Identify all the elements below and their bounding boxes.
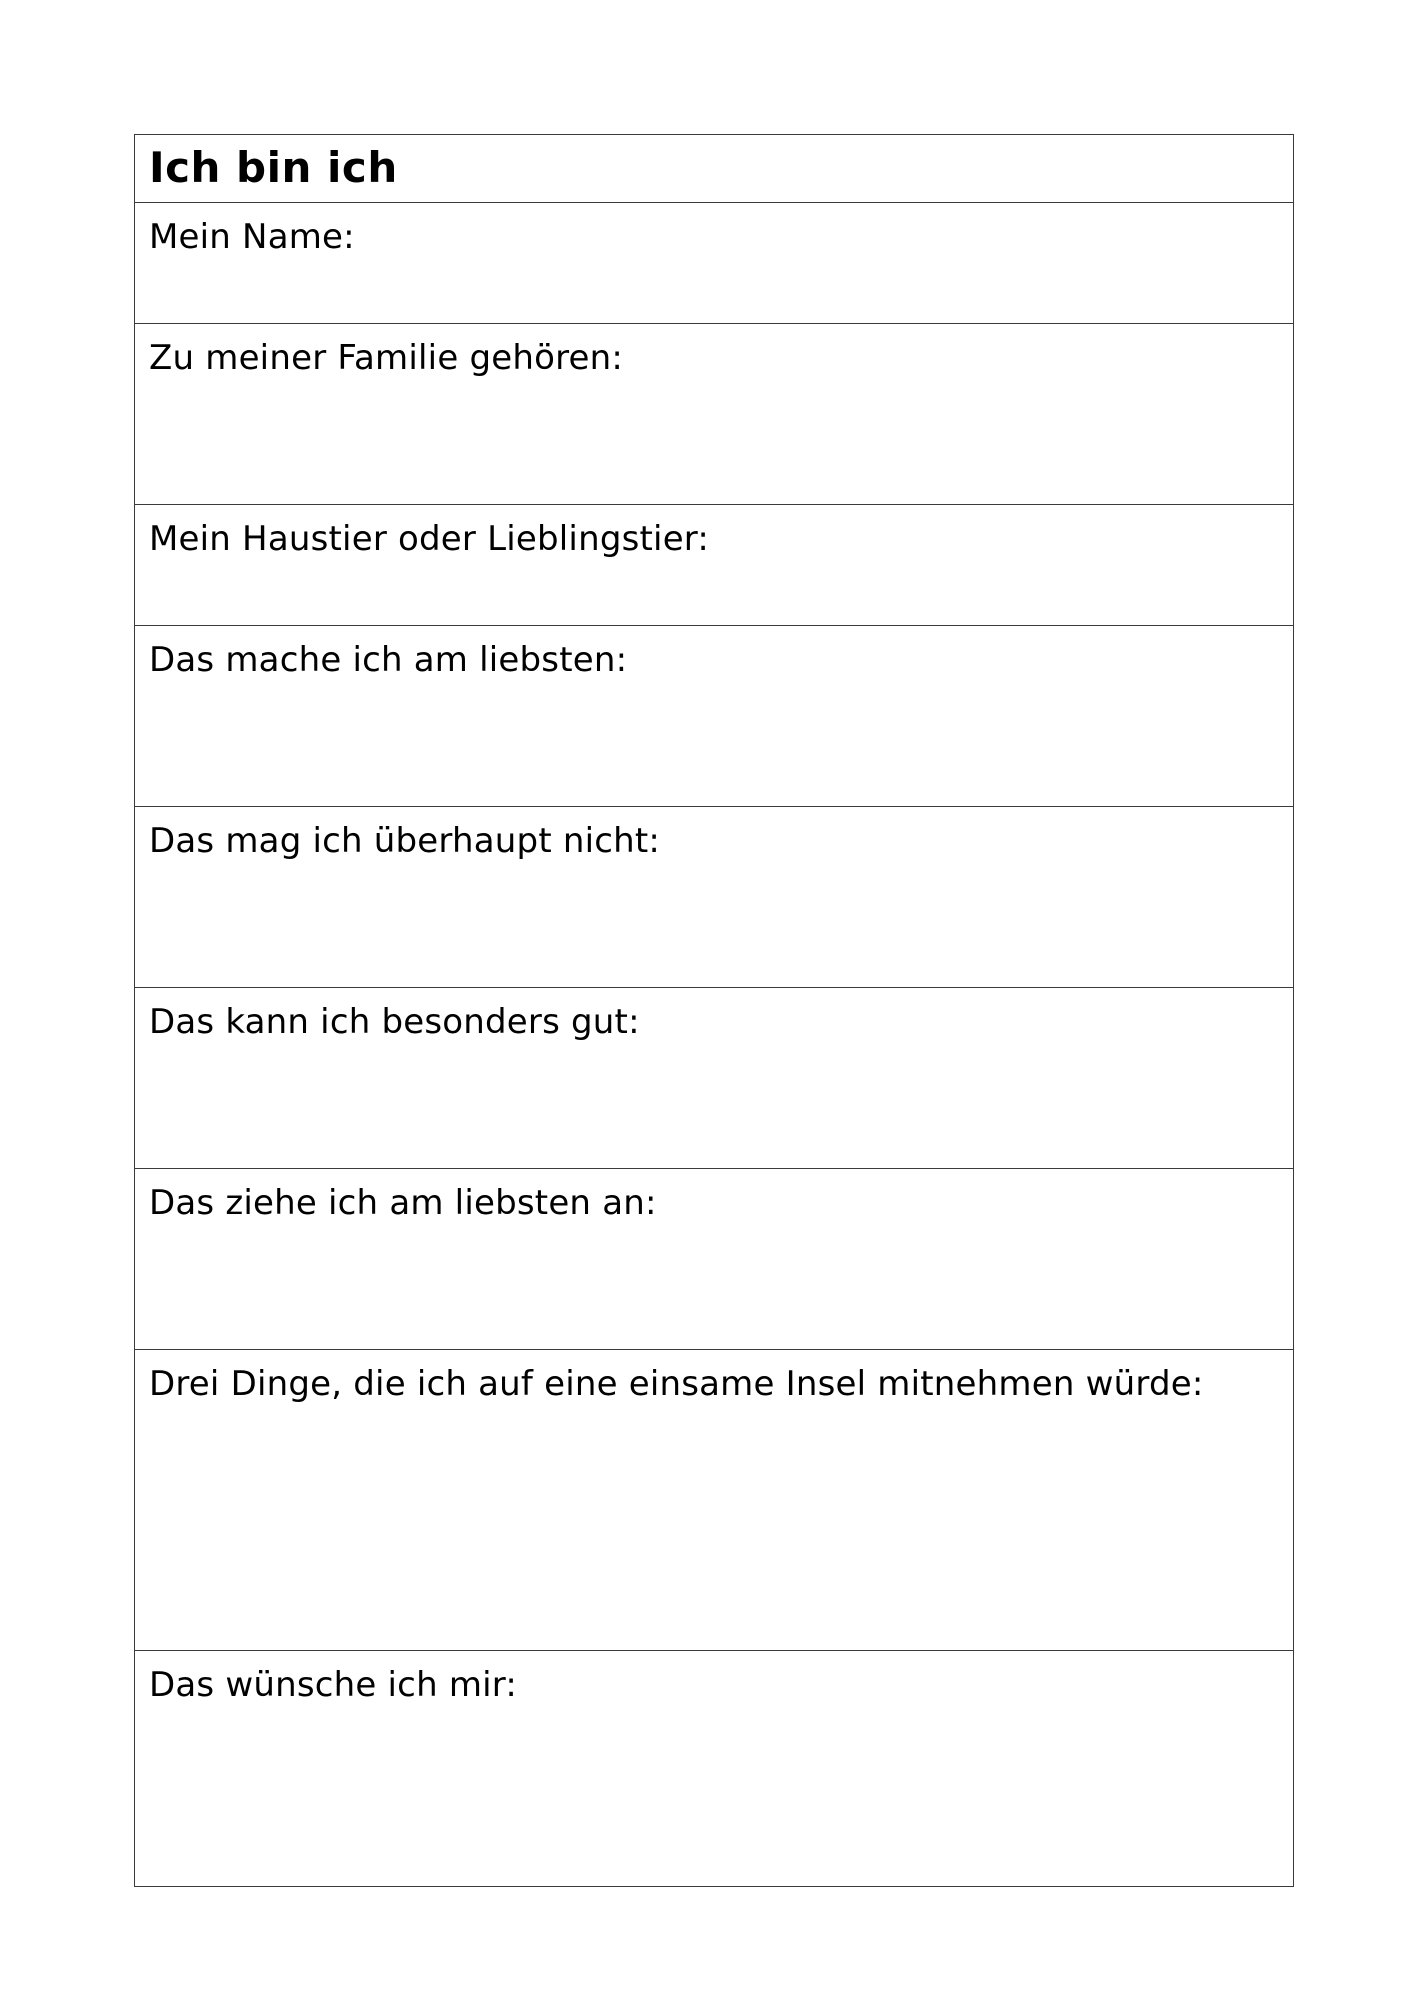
answer-area-favorite-activity[interactable] (135, 686, 1293, 806)
field-label: Zu meiner Familie gehören: (149, 338, 624, 378)
field-label: Mein Haustier oder Lieblingstier: (149, 519, 710, 559)
answer-area-pet[interactable] (135, 565, 1293, 625)
field-row-clothes (135, 1168, 1293, 1349)
field-label: Drei Dinge, die ich auf eine einsame Insel mitnehmen würde: (149, 1364, 1204, 1404)
answer-area-wishes[interactable] (135, 1711, 1293, 1886)
worksheet-table (134, 134, 1294, 1887)
field-label: Mein Name: (149, 217, 355, 257)
field-row-wishes (135, 1650, 1293, 1886)
field-row-family (135, 323, 1293, 504)
field-label: Das ziehe ich am liebsten an: (149, 1183, 657, 1223)
answer-area-name[interactable] (135, 263, 1293, 323)
answer-area-skills[interactable] (135, 1048, 1293, 1168)
field-row-pet (135, 504, 1293, 625)
field-label: Das kann ich besonders gut: (149, 1002, 640, 1042)
field-row-dislikes (135, 806, 1293, 987)
answer-area-clothes[interactable] (135, 1229, 1293, 1349)
field-row-favorite-activity (135, 625, 1293, 806)
field-label: Das mag ich überhaupt nicht: (149, 821, 661, 861)
field-row-island-items (135, 1349, 1293, 1650)
field-row-name (135, 202, 1293, 323)
title-row (135, 135, 1293, 202)
answer-area-dislikes[interactable] (135, 867, 1293, 987)
answer-area-island-items[interactable] (135, 1410, 1293, 1650)
answer-area-family[interactable] (135, 384, 1293, 504)
worksheet-title: Ich bin ich (149, 143, 398, 192)
field-row-skills (135, 987, 1293, 1168)
field-label: Das mache ich am liebsten: (149, 640, 628, 680)
field-label: Das wünsche ich mir: (149, 1665, 518, 1705)
